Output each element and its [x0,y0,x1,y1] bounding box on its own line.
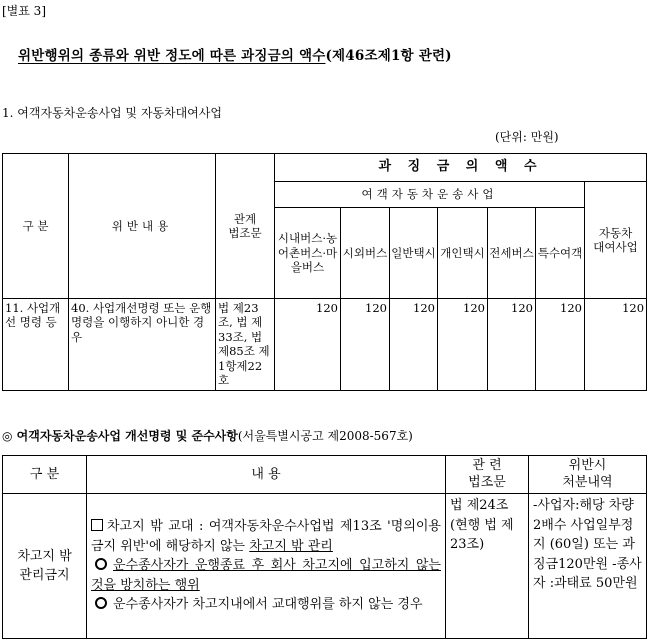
header-rental-business: 자동차 대여사업 [585,182,647,299]
row-category-2: 차고지 밖 관리금지 [3,494,87,639]
header-private-taxi: 개인택시 [438,208,488,299]
header-passenger-business: 여객자동차운송사업 [275,182,585,208]
header-disposition: 위반시 처분내역 [529,456,647,494]
checkbox-square-icon [91,519,103,531]
bullet-circle-icon [95,597,107,609]
header-charter-bus: 전세버스 [488,208,536,299]
section2-title: ◎ 여객자동차운송사업 개선명령 및 준수사항 [2,429,238,443]
row-disposition: -사업자:해당 차량 2배수 사업일부정지 (60일) 또는 과징금120만원 -종사자 :과태료 50만원 [529,494,647,639]
title-ref: (제46조제1항 관련) [325,48,452,64]
content-item-underlined: 차고지 밖 관리 [249,538,333,554]
unit-label: (단위: 만원) [495,130,559,144]
section2-ref: (서울특별시공고 제2008-567호) [237,429,413,443]
header-category-2: 구 분 [3,456,87,494]
value-intercity-bus: 120 [341,299,390,391]
header-general-taxi: 일반택시 [390,208,438,299]
document-title [18,44,452,64]
compliance-table [2,455,647,639]
header-category: 구 분 [3,154,69,299]
row-category: 11. 사업개선 명령 등 [3,299,69,391]
header-content: 내 용 [87,456,446,494]
header-city-bus: 시내버스·농어촌버스·마을버스 [275,208,341,299]
header-violation: 위반내용 [69,154,216,299]
header-special-passenger: 특수여객 [536,208,585,299]
content-bullet-2: 운수종사자가 차고지내에서 교대행위를 하지 않는 경우 [91,595,441,615]
value-private-taxi: 120 [438,299,488,391]
bullet-circle-icon [95,558,107,570]
content-bullet-1: 운수종사자가 운행종료 후 회사 차고지에 입고하지 않는 것을 방치하는 행위 [91,558,441,593]
row-content [87,494,446,639]
header-related-law: 관 련 법조문 [446,456,529,494]
title-main: 위반행위의 종류와 위반 정도에 따른 과징금의 액수 [18,48,326,64]
row-violation: 40. 사업개선명령 또는 운행명령을 이행하지 아니한 경우 [69,299,216,391]
value-rental-business: 120 [585,299,647,391]
header-intercity-bus: 시외버스 [341,208,390,299]
value-charter-bus: 120 [488,299,536,391]
value-special-passenger: 120 [536,299,585,391]
annex-label: [별표 3] [2,4,46,18]
header-law: 관계 법조문 [216,154,275,299]
fine-table [2,153,647,391]
value-city-bus: 120 [275,299,341,391]
section2-heading [2,427,413,444]
row-law: 법 제23조, 법 제33조, 법 제85조 제1항제22호 [216,299,275,391]
content-item: 차고지 밖 교대 : 여객자동차운수사업법 제13조 '명의이용금지 위반'에 해당하지 않는 차고지 밖 관리 [91,519,441,554]
row-related-law: 법 제24조 (현행 법 제23조) [446,494,529,639]
section1-heading: 1. 여객자동차운송사업 및 자동차대여사업 [2,106,222,120]
header-fine-amount: 과 징 금 의 액 수 [275,154,647,182]
value-general-taxi: 120 [390,299,438,391]
